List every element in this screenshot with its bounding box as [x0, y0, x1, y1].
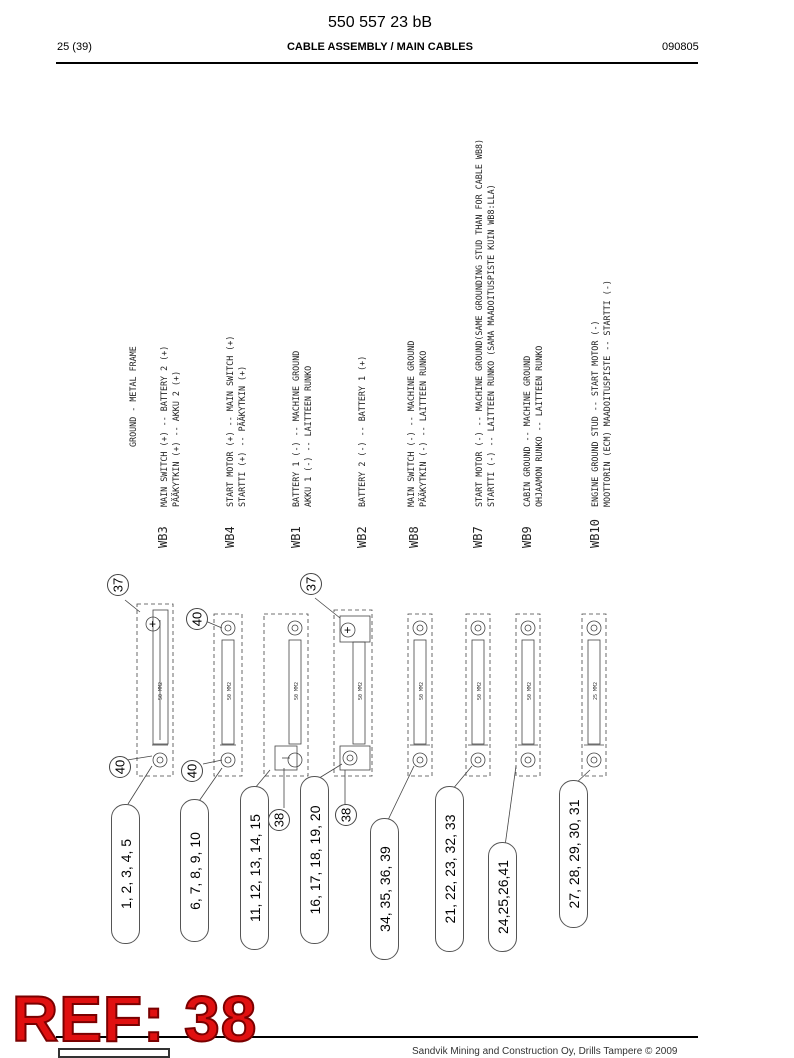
- cable-code-wb7: WB7: [471, 526, 485, 548]
- ground-label: GROUND - METAL FRAME: [128, 346, 138, 447]
- svg-text:+: +: [149, 617, 157, 631]
- page-title: CABLE ASSEMBLY / MAIN CABLES: [286, 41, 473, 53]
- item-group-wb2: [300, 776, 329, 944]
- document-date: 090805: [662, 41, 699, 53]
- item-group-label: 27, 28, 29, 30, 31: [565, 799, 582, 909]
- cable-wb10-size: 25 MM2: [593, 681, 599, 700]
- item-group-wb8: [370, 818, 399, 960]
- cable-desc-line: CABIN GROUND -- MACHINE GROUND: [522, 355, 532, 507]
- cable-desc-line: MAIN SWITCH (+) -- BATTERY 2 (+): [159, 345, 169, 507]
- cable-desc-line: MAIN SWITCH (-) -- MACHINE GROUND: [406, 340, 416, 507]
- item-group-label: 34, 35, 36, 39: [376, 846, 393, 932]
- cable-desc-line: ENGINE GROUND STUD -- START MOTOR (-): [590, 320, 600, 507]
- item-group-wb1: [240, 786, 269, 950]
- callout-40: [181, 760, 203, 782]
- callout-label: 38: [338, 807, 354, 823]
- item-group-label: 21, 22, 23, 32, 33: [441, 814, 458, 924]
- callout-label: 40: [112, 759, 128, 775]
- cable-code-wb4: WB4: [223, 526, 237, 548]
- cable-wb4-size: 50 MM2: [227, 681, 233, 700]
- callout-label: 37: [303, 576, 319, 592]
- item-group-label: 24,25,26,41: [494, 860, 511, 934]
- cable-desc-line: MOOTTORIN (ECM) MAADOITUSPISTE -- STARTTI (-): [602, 280, 612, 507]
- item-group-label: 6, 7, 8, 9, 10: [186, 831, 203, 910]
- callout-40: [186, 608, 208, 630]
- cable-wb2-drawing: [334, 610, 372, 776]
- callout-label: 40: [189, 611, 205, 627]
- cable-code-wb10: WB10: [588, 519, 602, 548]
- svg-text:+: +: [344, 623, 352, 637]
- cable-desc-line: PÄÄKYTKIN (-) -- LAITTEEN RUNKO: [418, 350, 428, 507]
- cable-wb9-size: 50 MM2: [527, 681, 533, 700]
- item-group-label: 1, 2, 3, 4, 5: [117, 838, 134, 910]
- callout-label: 40: [184, 763, 200, 779]
- cable-desc-line: START MOTOR (-) -- MACHINE GROUND(SAME GROUNDING STUD THAN FOR CABLE WB8): [474, 138, 484, 507]
- cable-code-wb1: WB1: [289, 526, 303, 548]
- cable-desc-line: BATTERY 2 (-) -- BATTERY 1 (+): [357, 355, 367, 507]
- cable-wb3-size: 50 MM2: [158, 681, 164, 700]
- callout-40: [109, 756, 131, 778]
- cable-desc-line: PÄÄKYTKIN (+) -- AKKU 2 (+): [171, 370, 181, 507]
- item-group-wb10: [559, 780, 588, 928]
- cable-desc-line: STARTTI (-) -- LAITTEEN RUNKO (SAMA MAADOITUSPISTE KUIN WB8:LLA): [486, 184, 496, 507]
- callout-37: [107, 574, 129, 596]
- cable-wb1-size: 50 MM2: [294, 681, 300, 700]
- item-group-label: 11, 12, 13, 14, 15: [246, 814, 263, 922]
- cable-desc-line: START MOTOR (+) -- MAIN SWITCH (+): [225, 335, 235, 507]
- ref-stamp: REF: 38: [12, 983, 258, 1055]
- callout-38: [268, 809, 290, 831]
- callout-38: [335, 804, 357, 826]
- item-group-wb7: [435, 786, 464, 952]
- footer-copyright: Sandvik Mining and Construction Oy, Drills Tampere © 2009: [412, 1046, 678, 1057]
- item-group-wb9: [488, 842, 517, 952]
- item-group-wb4: [180, 799, 209, 942]
- callout-label: 37: [110, 577, 126, 593]
- cable-code-wb8: WB8: [407, 526, 421, 548]
- cable-wb3-drawing: [137, 604, 173, 776]
- cable-wb1-drawing: [264, 614, 308, 776]
- cable-desc-line: BATTERY 1 (-) -- MACHINE GROUND: [291, 350, 301, 507]
- cable-code-wb2: WB2: [355, 526, 369, 548]
- document-number: 550 557 23 bB: [327, 14, 433, 31]
- cable-desc-line: OHJAAMON RUNKO -- LAITTEEN RUNKO: [534, 345, 544, 507]
- callout-37: [300, 573, 322, 595]
- cable-code-wb9: WB9: [520, 526, 534, 548]
- cable-desc-line: AKKU 1 (-) -- LAITTEEN RUNKO: [303, 365, 313, 507]
- cable-code-wb3: WB3: [156, 526, 170, 548]
- item-group-label: 16, 17, 18, 19, 20: [306, 805, 323, 915]
- cable-wb8-size: 50 MM2: [419, 681, 425, 700]
- item-group-wb3: [111, 804, 140, 944]
- callout-label: 38: [271, 812, 287, 828]
- page-number: 25 (39): [57, 41, 92, 53]
- cable-wb2-size: 50 MM2: [358, 681, 364, 700]
- cable-desc-line: STARTTI (+) -- PÄÄKYTKIN (+): [237, 365, 247, 507]
- cable-wb7-size: 50 MM2: [477, 681, 483, 700]
